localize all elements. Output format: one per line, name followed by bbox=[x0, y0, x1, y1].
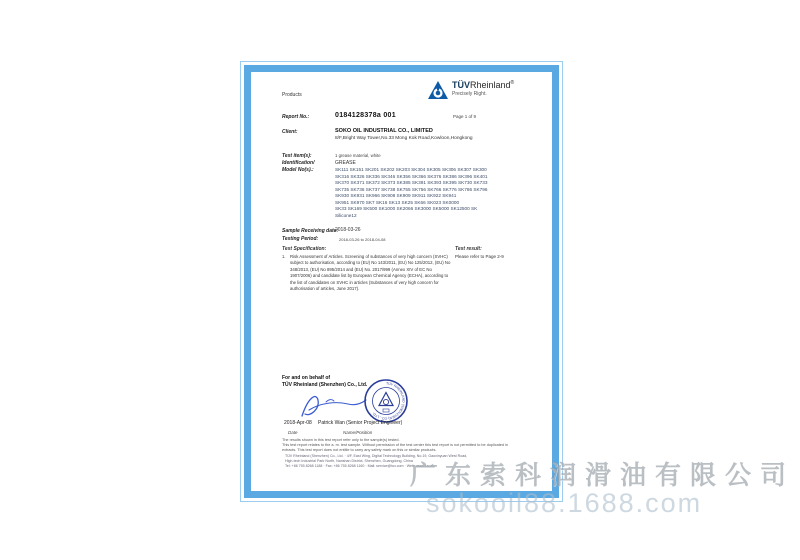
handwritten-signature bbox=[296, 390, 368, 420]
testing-period-value: 2018-03-26 to 2018-04-08 bbox=[339, 237, 386, 242]
report-no-value: 0184128378a 001 bbox=[335, 112, 396, 119]
signatory-name: Patrick Wan (Senior Project Engineer) bbox=[318, 420, 403, 426]
model-line: SK930 SK931 SK966 SK908 SK909 SK911 SK922 SK941 bbox=[335, 193, 457, 198]
disclaimer-line-1: The results shown in this test report refer only to the sample(s) tested. bbox=[282, 438, 400, 442]
watermark-shop-url: sokooil88.1688.com bbox=[426, 488, 703, 518]
date-caption: Date bbox=[288, 430, 298, 435]
testing-period-label: Testing Period: bbox=[282, 236, 319, 242]
brand-tagline: Precisely Right. bbox=[452, 91, 487, 97]
certificate-frame bbox=[244, 65, 559, 498]
tuv-rheinland-logo bbox=[427, 80, 514, 100]
sample-date-label: Sample Receiving date: bbox=[282, 228, 339, 234]
test-item-label: Test item(s): bbox=[282, 153, 312, 159]
spec-paragraph: Risk Assessment of Articles. Screening of substances of very high concern (SVHC) subject to authorisation, according to (EU) No 143/2011, (EU) No 125/2012, (EU) No 348/2013, (EU) No 895/2014 and (EU) No. 2017/999 (Annex XIV of EC No 1907/2006) and candidate list by European Chemical Agency (ECHA), according to the list of candidates on SVHC in articles (Substances of very high concern for authorisation of articles, June 2017). bbox=[290, 254, 451, 292]
page-indicator: Page 1 of 9 bbox=[453, 114, 477, 119]
name-caption: Name/Position bbox=[343, 430, 373, 435]
tuv-triangle-icon bbox=[427, 80, 449, 100]
certificate-document bbox=[240, 61, 563, 502]
model-line: SK370 SK371 SK372 SK373 SK385 SK391 SK393 SK395 SK730 SK733 bbox=[335, 180, 488, 185]
lab-contact: Tel: +86 755 8268 1188 · Fax: +86 755 8268 1160 · Mail: service@tuv.com · Web: www.tuv.com bbox=[285, 464, 437, 468]
lab-address-2: High-tech Industrial Park North, Nanshan District, Shenzhen, Guangdong, China bbox=[285, 459, 413, 463]
lab-address-1: TÜV Rheinland (Shenzhen) Co., Ltd. · 4/F, East Wing, Digital Technology Building, No.19, Gaoxinyuan West Road, bbox=[285, 454, 468, 458]
identification-value: GREASE bbox=[335, 160, 356, 166]
behalf-line-2: TÜV Rheinland (Shenzhen) Co., Ltd. bbox=[282, 382, 368, 388]
client-label: Client: bbox=[282, 129, 298, 135]
products-label: Products bbox=[282, 92, 302, 98]
model-line: Silicone12 bbox=[335, 212, 357, 218]
model-line: SK735 SK736 SK737 SK738 SK755 SK756 SK766 SK776 SK786 SK796 bbox=[335, 186, 488, 192]
model-line: SK111 SK151 SK201 SK202 SK203 SK304 SK305 SK306 SK307 SK300 bbox=[335, 167, 487, 172]
model-number-list bbox=[335, 167, 535, 219]
client-address: 8/F,Bright Way Tower,No.33 Mong Kok Road,Kowloon,Hongkong bbox=[335, 136, 473, 141]
identification-label-1: Identification/ bbox=[282, 160, 315, 166]
test-result-value: Please refer to Page 2-9 bbox=[455, 254, 504, 259]
stamp-text: TÜV RHEINLAND (SHENZHEN) CO., LTD. bbox=[371, 381, 406, 421]
company-stamp bbox=[363, 378, 409, 424]
spec-item-number: 1. bbox=[282, 254, 286, 259]
signature-date: 2018-Apr-08 bbox=[284, 420, 312, 426]
disclaimer-line-2: This test report relates to the a. m. test sample. Without permission of the test center this test report is not permitted to be duplicated in extracts. This test report does not entitle to carry any safety mark on this or similar products. bbox=[282, 443, 509, 452]
report-no-label: Report No.: bbox=[282, 114, 310, 120]
model-line: SK951 SK970 SK7 SK16 SK13 SK25 SK66 SK023 SK0000 bbox=[335, 199, 460, 205]
watermark-company-name: 广东索科润滑油有限公司 bbox=[410, 460, 796, 490]
client-name: SOKO OIL INDUSTRIAL CO., LIMITED bbox=[335, 128, 433, 134]
identification-label-2: Model No(s).: bbox=[282, 167, 314, 173]
test-item-value: 1 grease material, white bbox=[335, 153, 381, 158]
test-spec-header: Test Specification: bbox=[282, 246, 327, 252]
behalf-line-1: For and on behalf of bbox=[282, 375, 331, 381]
model-line: SK316 SK326 SK336 SK346 SK356 SK366 SK376 SK386 SK396 SK401 bbox=[335, 173, 488, 179]
test-result-header: Test result: bbox=[455, 246, 482, 252]
brand-name: TÜVRheinland® bbox=[452, 80, 515, 90]
model-line: SK33 SK169 SK500 SK1000 SK2066 SK3000 SK5000 SK12500 SK bbox=[335, 206, 478, 211]
sample-date-value: 2018-03-26 bbox=[335, 227, 361, 233]
